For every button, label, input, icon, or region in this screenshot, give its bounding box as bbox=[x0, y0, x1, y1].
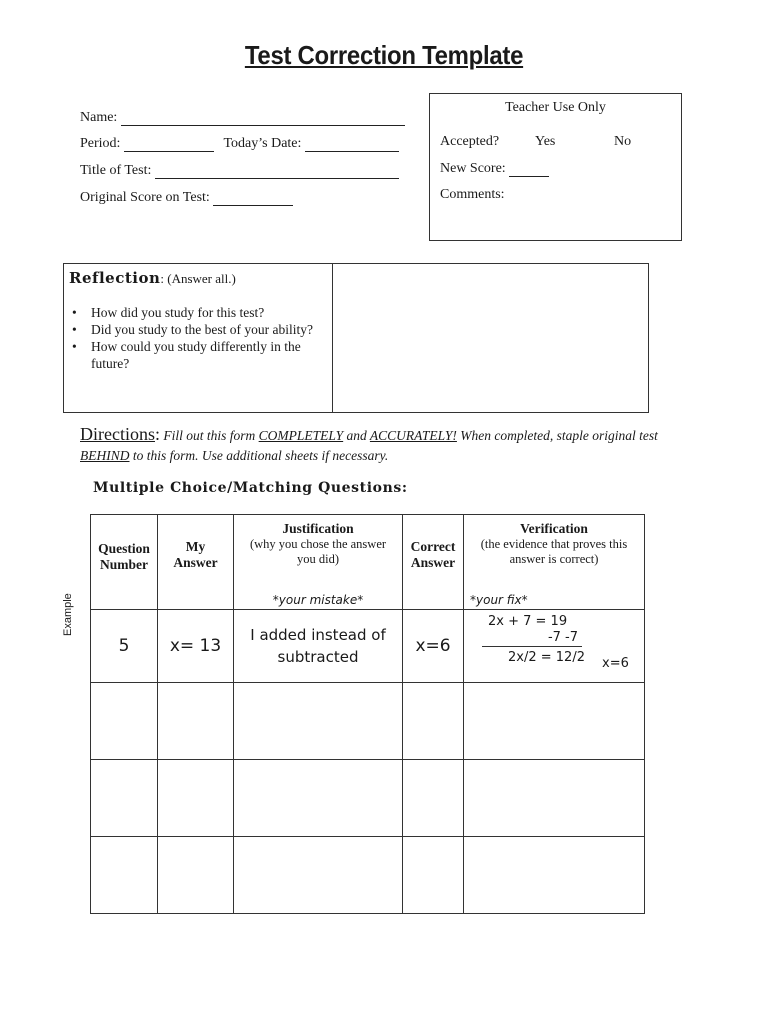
directions-text: When completed, staple original test bbox=[460, 428, 658, 443]
verification-result: x=6 bbox=[602, 656, 629, 671]
directions-lead: Directions bbox=[80, 424, 155, 444]
reflection-question: • Did you study to the best of your ability? bbox=[69, 321, 327, 338]
original-score-label: Original Score on Test: bbox=[80, 190, 210, 205]
answer-cell[interactable] bbox=[91, 837, 158, 914]
test-title-label: Title of Test: bbox=[80, 163, 152, 178]
new-score-label: New Score: bbox=[440, 161, 506, 176]
new-score-field[interactable] bbox=[440, 161, 549, 177]
test-title-field[interactable] bbox=[80, 163, 399, 179]
original-score-field[interactable] bbox=[80, 190, 293, 206]
test-title-line[interactable] bbox=[155, 166, 399, 179]
reflection-box bbox=[63, 263, 649, 413]
header-correct-line2: Answer bbox=[410, 555, 456, 570]
answer-cell[interactable] bbox=[91, 760, 158, 837]
answer-cell[interactable] bbox=[403, 837, 464, 914]
answer-cell[interactable] bbox=[464, 760, 645, 837]
new-score-line[interactable] bbox=[509, 164, 549, 177]
answer-cell[interactable] bbox=[464, 683, 645, 760]
answer-cell[interactable] bbox=[91, 683, 158, 760]
period-label: Period: bbox=[80, 136, 121, 151]
answer-cell[interactable] bbox=[234, 683, 403, 760]
original-score-line[interactable] bbox=[213, 193, 293, 206]
name-line[interactable] bbox=[121, 113, 405, 126]
answer-cell[interactable] bbox=[234, 837, 403, 914]
example-label: Example bbox=[62, 593, 74, 636]
table-row bbox=[91, 837, 645, 914]
directions-accurately: ACCURATELY! bbox=[369, 428, 457, 443]
example-question[interactable]: 5 bbox=[91, 610, 158, 683]
directions-behind: BEHIND bbox=[80, 448, 130, 463]
date-line[interactable] bbox=[305, 139, 399, 152]
header-justification bbox=[234, 515, 403, 610]
teacher-use-box bbox=[429, 93, 682, 241]
header-verification-sub: (the evidence that proves this answer is correct) bbox=[480, 537, 628, 566]
reflection-answer-area[interactable] bbox=[333, 264, 648, 412]
verification-line2: -7 -7 bbox=[482, 630, 582, 647]
section-title: Multiple Choice/Matching Questions: bbox=[93, 480, 408, 496]
answer-cell[interactable] bbox=[158, 837, 234, 914]
example-my-answer[interactable]: x= 13 bbox=[158, 610, 234, 683]
table-header-row bbox=[91, 515, 645, 610]
reflection-title: Reflection bbox=[69, 269, 161, 287]
header-verification bbox=[464, 515, 645, 610]
example-correct[interactable]: x=6 bbox=[403, 610, 464, 683]
teacher-use-heading: Teacher Use Only bbox=[505, 100, 606, 115]
header-justification-title: Justification bbox=[282, 521, 354, 536]
header-justification-note: *your mistake* bbox=[272, 593, 364, 607]
answer-cell[interactable] bbox=[158, 760, 234, 837]
accepted-yes[interactable]: Yes bbox=[535, 134, 556, 149]
name-field[interactable] bbox=[80, 110, 405, 126]
example-justification[interactable]: I added instead of subtracted bbox=[234, 610, 403, 683]
table-row bbox=[91, 683, 645, 760]
page-title: Test Correction Template bbox=[244, 40, 524, 70]
answer-cell[interactable] bbox=[158, 683, 234, 760]
verification-work bbox=[464, 610, 644, 682]
header-correct-line1: Correct bbox=[410, 539, 456, 554]
period-field[interactable] bbox=[80, 136, 399, 152]
accepted-label: Accepted? bbox=[440, 134, 500, 149]
comments-label: Comments: bbox=[440, 187, 505, 202]
example-verification[interactable] bbox=[464, 610, 645, 683]
directions-completely: COMPLETELY bbox=[258, 428, 344, 443]
name-label: Name: bbox=[80, 110, 118, 125]
header-my-answer bbox=[158, 515, 234, 610]
header-question-line1: Question bbox=[98, 541, 150, 556]
directions: Directions: Fill out this form COMPLETELY and ACCURATELY! When completed, staple original test BEHIND to this form. Use additional sheets if necessary. bbox=[80, 424, 658, 463]
header-question-line2: Number bbox=[100, 557, 148, 572]
header-correct bbox=[403, 515, 464, 610]
header-question bbox=[91, 515, 158, 610]
header-verification-title: Verification bbox=[520, 521, 588, 536]
table-row bbox=[91, 610, 645, 683]
reflection-question: • How did you study for this test? bbox=[69, 304, 327, 321]
directions-and: and bbox=[346, 428, 367, 443]
date-label: Today’s Date: bbox=[223, 136, 302, 151]
answer-cell[interactable] bbox=[403, 760, 464, 837]
answer-cell[interactable] bbox=[403, 683, 464, 760]
answer-cell[interactable] bbox=[234, 760, 403, 837]
header-my-answer-line2: Answer bbox=[173, 555, 218, 570]
accepted-no[interactable]: No bbox=[614, 134, 632, 149]
corrections-table bbox=[90, 514, 645, 914]
verification-line1: 2x + 7 = 19 bbox=[488, 614, 568, 629]
directions-text: Fill out this form bbox=[163, 428, 256, 443]
reflection-questions bbox=[69, 304, 327, 372]
reflection-heading: Reflection: (Answer all.) bbox=[69, 269, 236, 287]
period-line[interactable] bbox=[124, 139, 214, 152]
header-my-answer-line1: My bbox=[185, 539, 206, 554]
reflection-question: • How could you study differently in the future? bbox=[69, 338, 327, 372]
verification-line3: 2x/2 = 12/2 bbox=[508, 650, 585, 665]
header-justification-sub: (why you chose the answer you did) bbox=[249, 537, 387, 566]
header-verification-note: *your fix* bbox=[470, 593, 528, 607]
directions-text: to this form. Use additional sheets if necessary. bbox=[132, 448, 389, 463]
reflection-instruction: (Answer all.) bbox=[167, 271, 236, 286]
table-row bbox=[91, 760, 645, 837]
answer-cell[interactable] bbox=[464, 837, 645, 914]
